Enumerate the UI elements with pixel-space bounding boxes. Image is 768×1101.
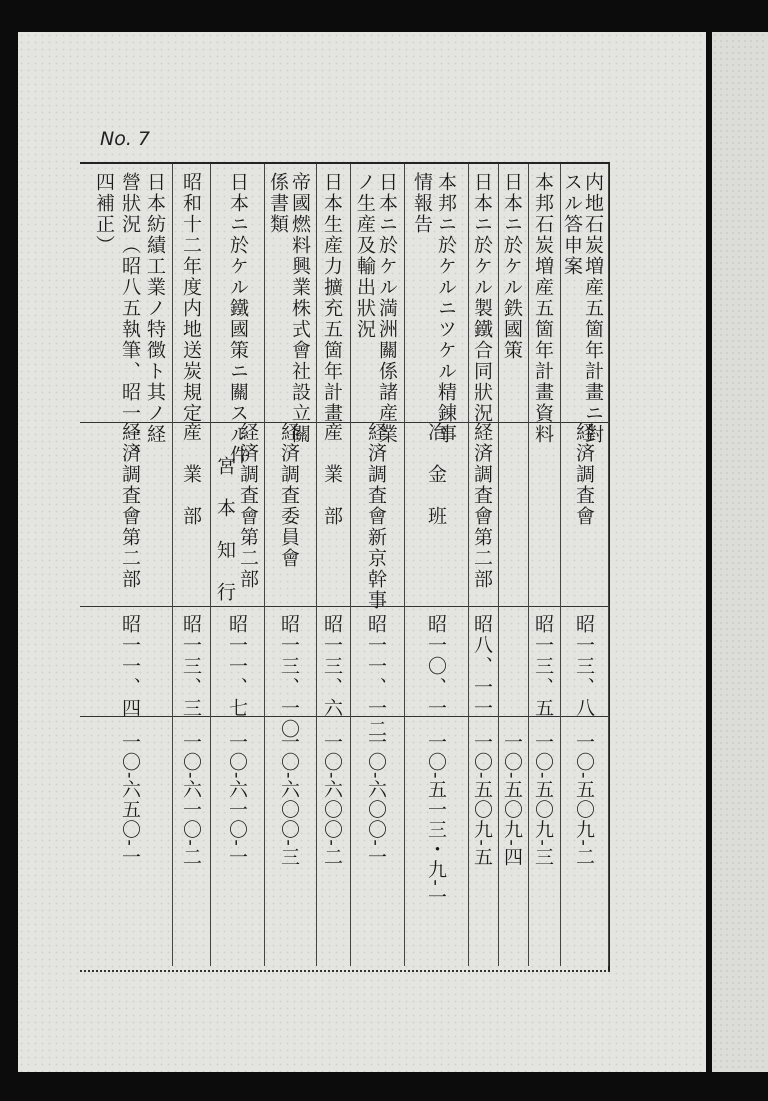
row-date: 昭八、一一 bbox=[471, 614, 493, 719]
row-reference: 一〇-六〇〇-三 bbox=[278, 732, 300, 867]
row-reference: 一〇-六〇〇-二 bbox=[321, 732, 343, 867]
row-org: 冶 金 班 bbox=[425, 422, 447, 527]
row-date: 昭一三、一〇 bbox=[278, 614, 300, 740]
row-org: 経済調査會新京幹事 bbox=[365, 422, 387, 611]
row-date: 昭一三、五 bbox=[532, 614, 554, 719]
row-title: 日本ニ於ケル鉄國策 bbox=[501, 172, 523, 361]
row-date: 昭一三、六 bbox=[321, 614, 343, 719]
row-reference: 一〇-六一〇-二 bbox=[180, 732, 202, 867]
table-row bbox=[316, 164, 351, 966]
table-row bbox=[498, 164, 529, 966]
row-org: 経済調査會 bbox=[573, 422, 595, 527]
row-reference: 一〇-五〇九-四 bbox=[501, 732, 523, 867]
table-row bbox=[264, 164, 317, 966]
row-reference: 一〇-五〇九-五 bbox=[471, 732, 493, 867]
row-date: 昭一三、三 bbox=[180, 614, 202, 719]
row-reference: 一〇-六五〇-一 bbox=[119, 732, 141, 867]
page-number: No. 7 bbox=[100, 128, 151, 150]
row-title: 本邦石炭増産五箇年計畫資料 bbox=[532, 172, 554, 445]
row-title: 昭和十二年度内地送炭規定 bbox=[180, 172, 202, 424]
row-org: 産 業 部 bbox=[321, 422, 343, 527]
row-org: 経済調査委員會 bbox=[278, 422, 300, 569]
row-title: 日本ニ於ケル満洲關係諸産業 bbox=[376, 172, 398, 445]
row-org: 宮 本 知 行 bbox=[214, 456, 236, 603]
table-row bbox=[404, 164, 469, 966]
row-org: 経済調査會第二部 bbox=[471, 422, 493, 590]
table-row bbox=[172, 164, 211, 966]
row-reference: 一〇-六〇〇-一 bbox=[365, 732, 387, 867]
row-date: 昭一〇、一 bbox=[425, 614, 447, 719]
row-title: 情報告 bbox=[411, 172, 433, 235]
table-row bbox=[560, 164, 609, 966]
row-reference: 一〇-六一〇-一 bbox=[226, 732, 248, 867]
row-title: 日本生産力擴充五箇年計畫 bbox=[321, 172, 343, 424]
row-date: 昭一一、四 bbox=[119, 614, 141, 719]
row-reference: 一〇-五〇九-二 bbox=[573, 732, 595, 867]
row-date: 昭一三、八 bbox=[573, 614, 595, 719]
row-date: 昭一一、一二 bbox=[365, 614, 387, 740]
row-title: 内地石炭増産五箇年計畫ニ對 bbox=[582, 172, 604, 445]
row-org: 経済調査會第二部 bbox=[237, 422, 259, 590]
table-row bbox=[82, 164, 173, 966]
row-reference: 一〇-五一三・九-一 bbox=[425, 732, 447, 907]
table-row bbox=[350, 164, 405, 966]
adjacent-page-edge bbox=[712, 32, 768, 1072]
row-title: 營狀況（昭八五執筆、昭一一、 bbox=[119, 172, 141, 466]
row-title: 日本ニ於ケル製鐵合同狀況 bbox=[471, 172, 493, 424]
table-row bbox=[468, 164, 499, 966]
row-title: 本邦ニ於ケルニツケル精錬事 bbox=[435, 172, 457, 445]
row-org: 産 業 部 bbox=[180, 422, 202, 527]
row-reference: 一〇-五〇九-三 bbox=[532, 732, 554, 867]
row-title: 帝國燃料興業株式會社設立關 bbox=[289, 172, 311, 445]
row-title: スル答申案 bbox=[561, 172, 583, 277]
row-title: 係書類 bbox=[267, 172, 289, 235]
row-date: 昭一一、七 bbox=[226, 614, 248, 719]
row-title: ノ生産及輸出狀況 bbox=[354, 172, 376, 340]
row-title: 日本ニ於ケル鐵國策ニ關スル件 bbox=[227, 172, 249, 466]
row-title: 日本紡績工業ノ特徴ト其ノ経 bbox=[144, 172, 166, 445]
row-org: 経済調査會第二部 bbox=[119, 422, 141, 590]
table-row bbox=[528, 164, 561, 966]
row-title: 四補正） bbox=[93, 172, 115, 256]
table-row bbox=[210, 164, 265, 966]
